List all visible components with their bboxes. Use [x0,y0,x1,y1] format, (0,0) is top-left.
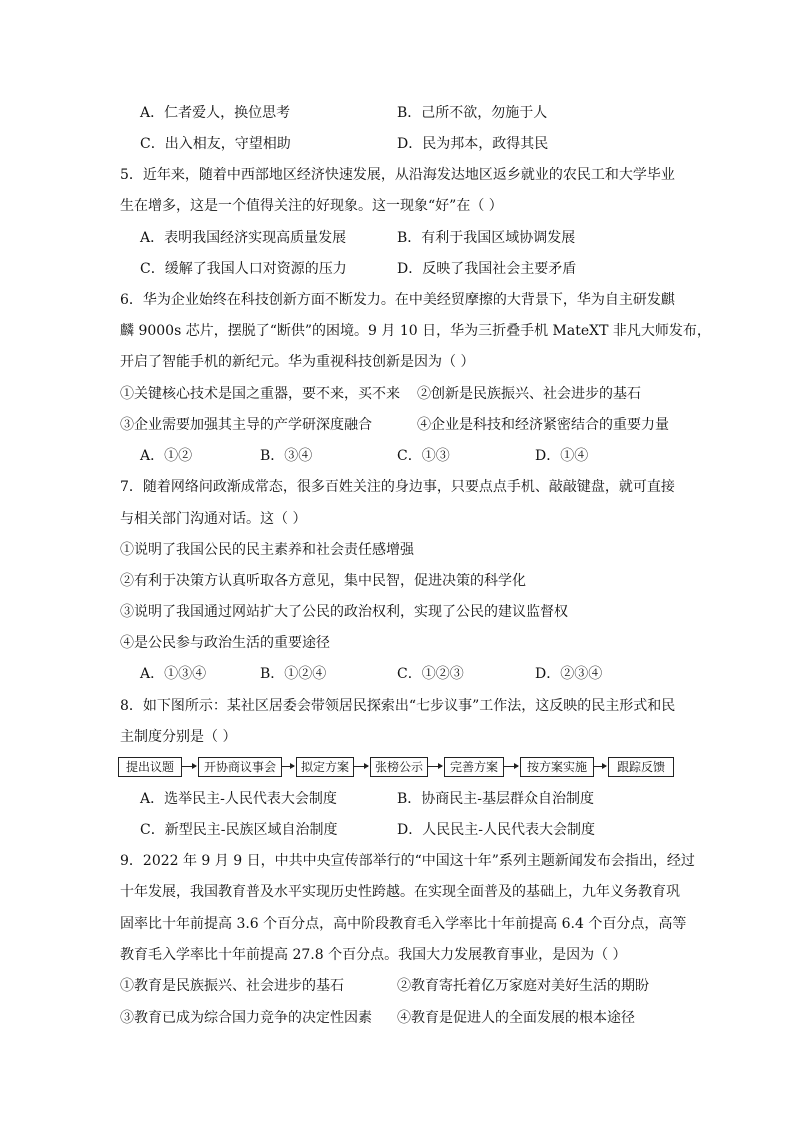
flow-step-7: 跟踪反馈 [608,757,674,777]
seven-step-flowchart [118,757,674,777]
q7-option-a: A．①③④ [140,666,207,682]
q6-option-b: B．③④ [260,448,313,464]
q9-stem-line3: 固率比十年前提高 3.6 个百分点，高中阶段教育毛入学率比十年前提高 6.4 个百分点，高等 [120,916,687,932]
q7-statement-3: ③说明了我国通过网站扩大了公民的政治权利，实现了公民的建议监督权 [120,604,568,620]
flow-arrow-1 [182,766,196,767]
q9-stem-line2: 十年发展，我国教育普及水平实现历史性跨越。在实现全面普及的基础上，九年义务教育巩 [120,884,680,900]
q6-stem-line3: 开启了智能手机的新纪元。华为重视科技创新是因为（ ） [120,354,475,370]
q6-option-d: D．①④ [535,448,589,464]
q5-option-d: D．反映了我国社会主要矛盾 [397,261,577,277]
q8-stem-line1: 8．如下图所示：某社区居委会带领居民探索出“七步议事”工作法，这反映的民主形式和民 [120,698,676,714]
q7-option-b: B．①②④ [260,666,327,682]
q9-statement-3: ③教育已成为综合国力竞争的决定性因素 [120,1010,372,1026]
flow-step-1: 提出议题 [118,757,182,777]
flow-arrow-6 [594,766,606,767]
flow-arrow-3 [354,766,368,767]
q8-option-b: B．协商民主-基层群众自治制度 [397,791,595,807]
flow-step-6: 按方案实施 [520,757,594,777]
flow-arrow-4 [428,766,442,767]
q5-stem-line2: 生在增多，这是一个值得关注的好现象。这一现象“好”在（ ） [120,198,503,214]
flow-step-5: 完善方案 [444,757,504,777]
flow-step-4: 张榜公示 [370,757,428,777]
q5-option-c: C．缓解了我国人口对资源的压力 [140,261,347,277]
q4-option-d: D．民为邦本，政得其民 [397,136,549,152]
q7-statement-1: ①说明了我国公民的民主素养和社会责任感增强 [120,542,414,558]
q8-option-d: D．人民民主-人民代表大会制度 [397,822,595,838]
q7-option-d: D．②③④ [535,666,603,682]
q8-option-c: C．新型民主-民族区域自治制度 [140,822,338,838]
q9-statement-4: ④教育是促进人的全面发展的根本途径 [397,1010,635,1026]
q8-option-a: A．选举民主-人民代表大会制度 [140,791,337,807]
q7-option-c: C．①②③ [397,666,464,682]
q6-statement-2: ②创新是民族振兴、社会进步的基石 [417,386,641,402]
q9-stem-line1: 9．2022 年 9 月 9 日，中共中央宣传部举行的“中国这十年”系列主题新闻发布会指出，经过 [120,853,695,869]
flow-arrow-2 [282,766,294,767]
q5-option-b: B．有利于我国区域协调发展 [397,230,576,246]
q7-statement-4: ④是公民参与政治生活的重要途径 [120,635,330,651]
q5-option-a: A．表明我国经济实现高质量发展 [140,230,347,246]
q7-stem-line1: 7．随着网络问政渐成常态，很多百姓关注的身边事，只要点点手机、敲敲键盘，就可直接 [120,479,675,495]
q6-option-a: A．①② [140,448,193,464]
q7-statement-2: ②有利于决策方认真听取各方意见，集中民智，促进决策的科学化 [120,573,526,589]
q6-statement-1: ①关键核心技术是国之重器，要不来，买不来 [120,386,400,402]
q6-stem-line1: 6．华为企业始终在科技创新方面不断发力。在中美经贸摩擦的大背景下，华为自主研发麒 [120,292,675,308]
q6-stem-line2: 麟 9000s 芯片，摆脱了“断供”的困境。9 月 10 日，华为三折叠手机 MateXT 非凡大师发布， [120,323,711,339]
q6-statement-3: ③企业需要加强其主导的产学研深度融合 [120,417,372,433]
q5-stem-line1: 5．近年来，随着中西部地区经济快速发展，从沿海发达地区返乡就业的农民工和大学毕业 [120,167,675,183]
flow-step-2: 开协商议事会 [198,757,282,777]
flow-arrow-5 [504,766,518,767]
q9-statement-2: ②教育寄托着亿万家庭对美好生活的期盼 [397,978,649,994]
q9-statement-1: ①教育是民族振兴、社会进步的基石 [120,978,344,994]
flow-step-3: 拟定方案 [296,757,354,777]
q6-statement-4: ④企业是科技和经济紧密结合的重要力量 [417,417,669,433]
q6-option-c: C．①③ [397,448,450,464]
q9-stem-line4: 教育毛入学率比十年前提高 27.8 个百分点。我国大力发展教育事业，是因为（ ） [120,947,627,963]
q4-option-c: C．出入相友，守望相助 [140,136,291,152]
q4-option-a: A．仁者爱人，换位思考 [140,105,291,121]
q8-stem-line2: 主制度分别是（ ） [120,729,237,745]
q4-option-b: B．己所不欲，勿施于人 [397,105,548,121]
q7-stem-line2: 与相关部门沟通对话。这（ ） [120,511,307,527]
